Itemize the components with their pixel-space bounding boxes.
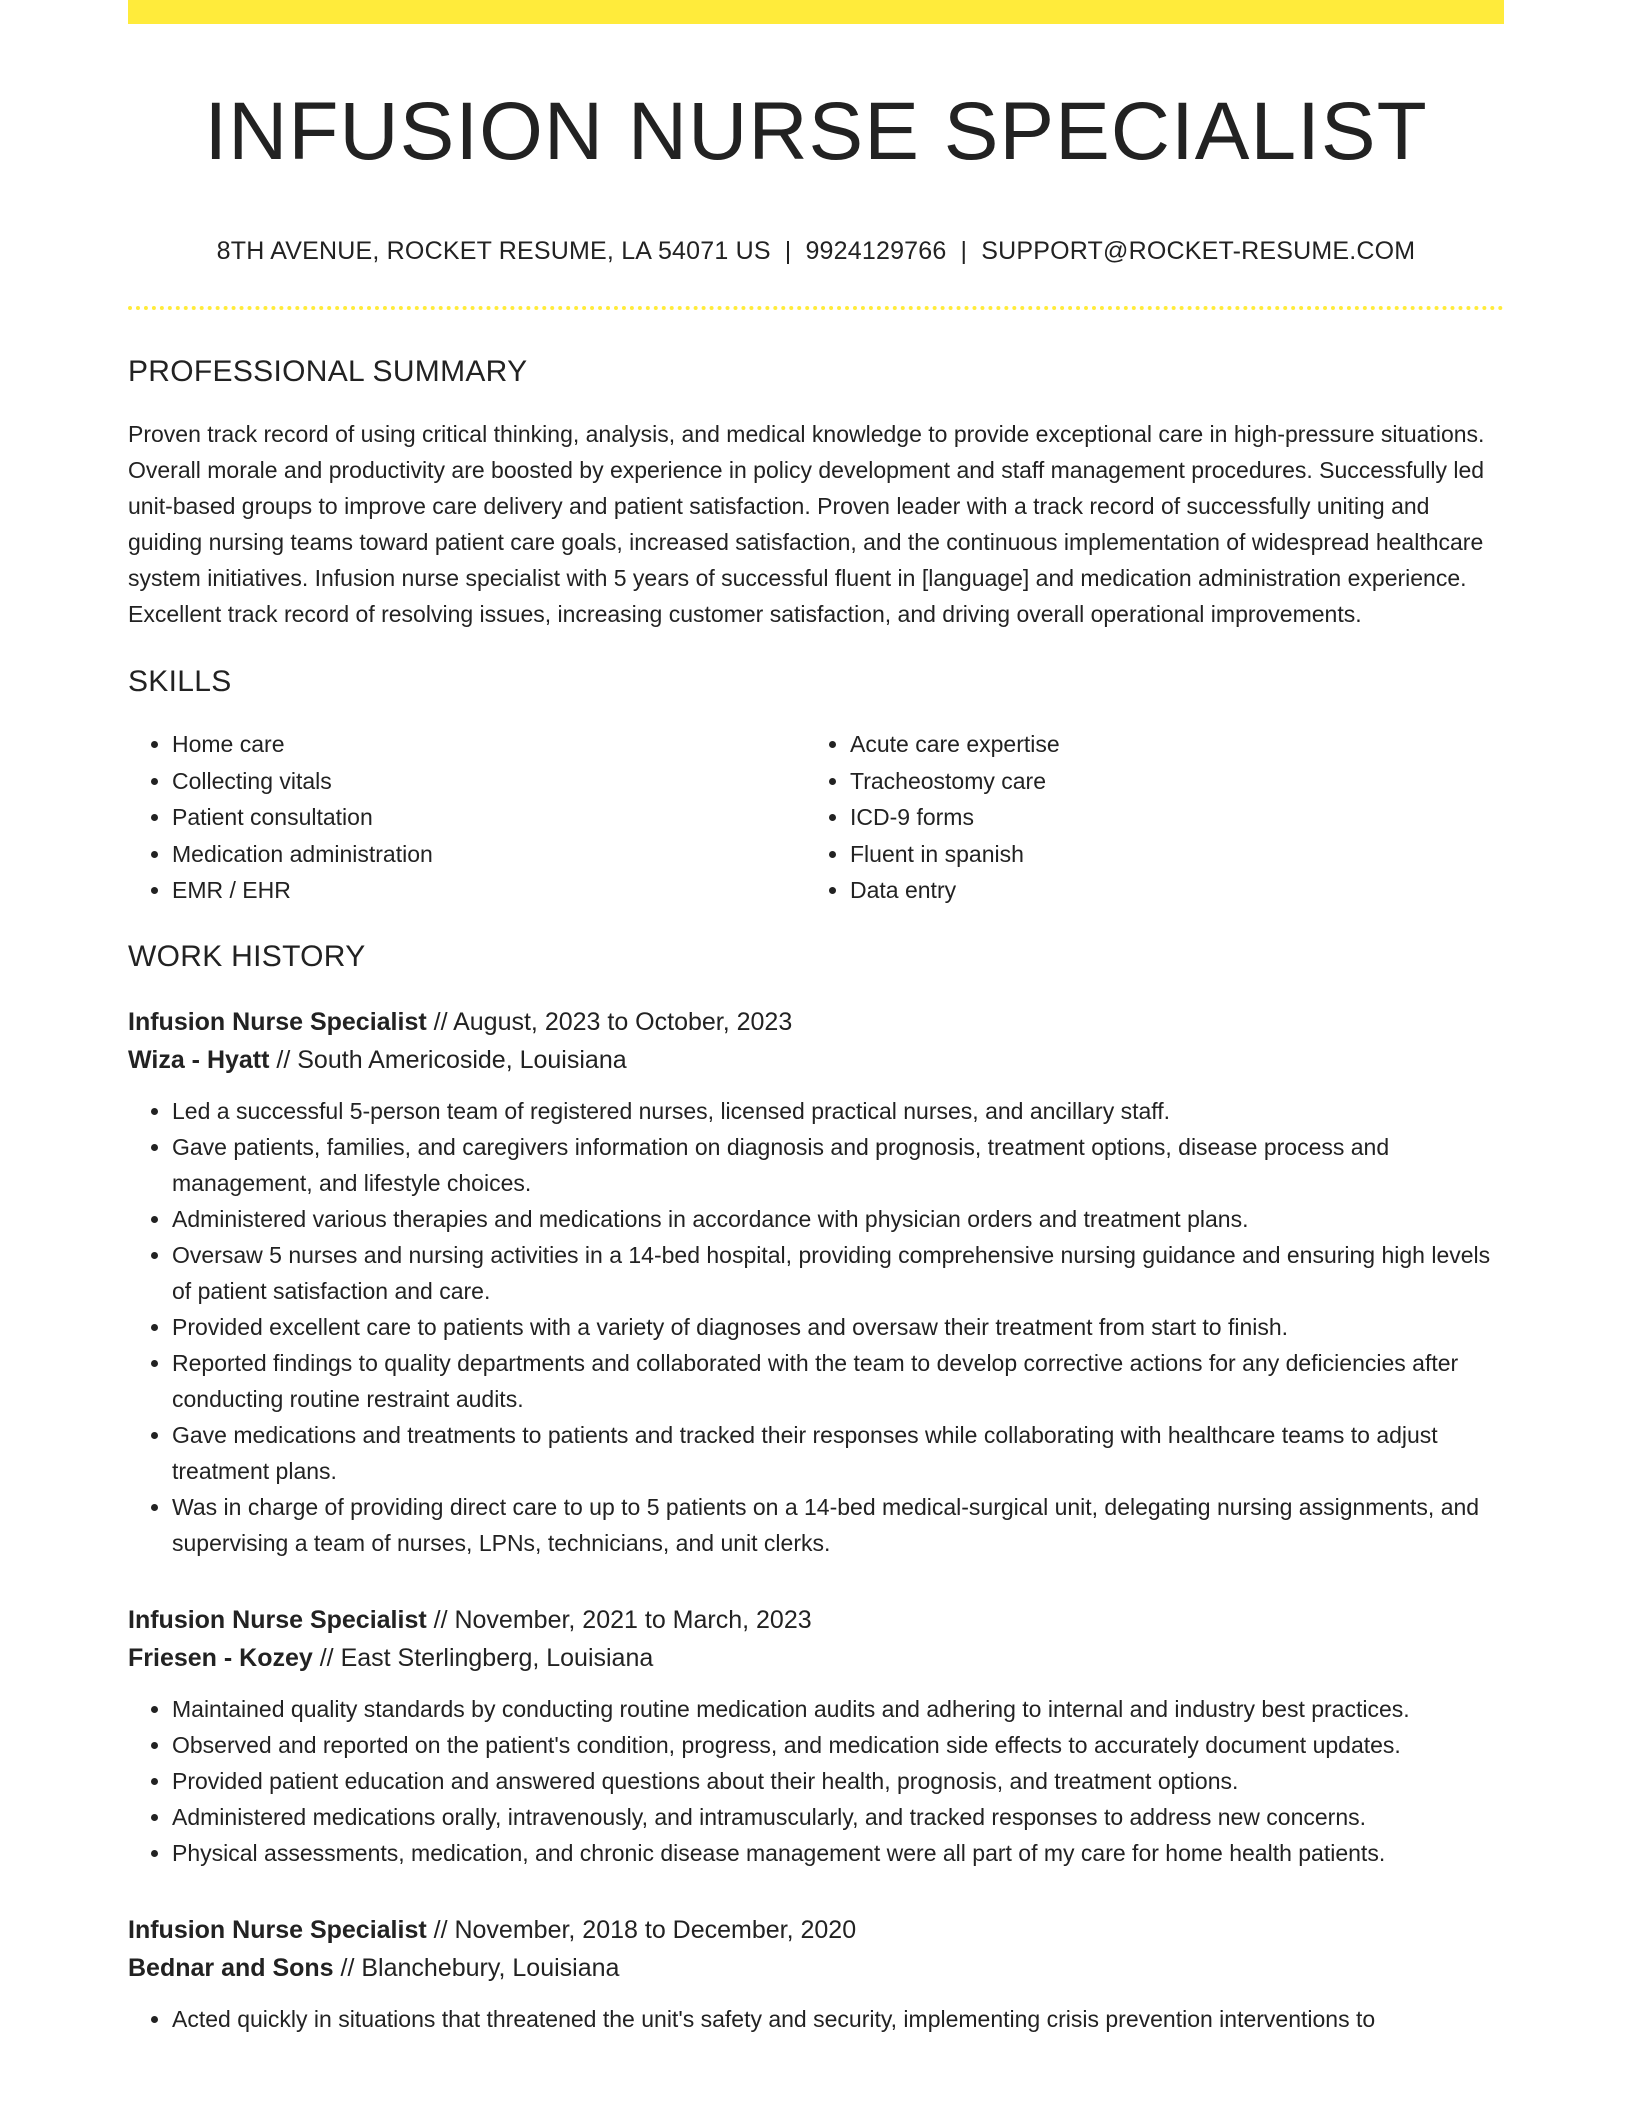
skills-column-left: [128, 726, 806, 909]
job-bullets: [128, 1093, 1504, 1561]
job-title-line: [128, 1601, 1504, 1639]
skill-item: • Data entry: [850, 872, 1484, 909]
contact-separator: |: [784, 237, 792, 265]
job-bullet: • Gave medications and treatments to patients and tracked their responses while collaborating with healthcare teams to adjust treatment plans.: [172, 1417, 1504, 1489]
job-company-line: [128, 1949, 1504, 1987]
skill-item: • Home care: [172, 726, 806, 763]
contact-email: SUPPORT@ROCKET-RESUME.COM: [981, 237, 1416, 265]
contact-phone: 9924129766: [805, 237, 947, 265]
job-entry: [128, 1601, 1504, 1871]
job-location: // South Americoside, Louisiana: [276, 1045, 627, 1074]
candidate-title: INFUSION NURSE SPECIALIST: [204, 86, 1428, 177]
job-bullets: [128, 1691, 1504, 1871]
skills-grid: [128, 726, 1504, 909]
skill-item: • EMR / EHR: [172, 872, 806, 909]
job-bullet: • Provided patient education and answered questions about their health, prognosis, and treatment options.: [172, 1763, 1504, 1799]
contact-line: [128, 236, 1504, 266]
job-entry: [128, 1911, 1504, 2037]
job-location: // Blanchebury, Louisiana: [340, 1953, 620, 1982]
summary-text: Proven track record of using critical thinking, analysis, and medical knowledge to provide exceptional care in high-pressure situations. Overall morale and productivity are boosted by experience in policy development and staff management procedures. Successfully led unit-based groups to improve care delivery and patient satisfaction. Proven leader with a track record of successfully uniting and guiding nursing teams toward patient care goals, increased satisfaction, and the continuous implementation of widespread healthcare system initiatives. Infusion nurse specialist with 5 years of successful fluent in [language] and medication administration experience. Excellent track record of resolving issues, increasing customer satisfaction, and driving overall operational improvements.: [128, 421, 1485, 627]
job-dates: // August, 2023 to October, 2023: [433, 1007, 793, 1036]
job-bullet: • Administered various therapies and medications in accordance with physician orders and treatment plans.: [172, 1201, 1504, 1237]
contact-separator: |: [960, 237, 968, 265]
job-bullets: [128, 2001, 1504, 2037]
job-bullet: • Maintained quality standards by conducting routine medication audits and adhering to internal and industry best practices.: [172, 1691, 1504, 1727]
job-company: Bednar and Sons: [128, 1953, 334, 1982]
job-title-line: [128, 1911, 1504, 1949]
job-company-line: [128, 1639, 1504, 1677]
skills-column-right: [806, 726, 1484, 909]
skill-item: • Acute care expertise: [850, 726, 1484, 763]
skill-item: • Medication administration: [172, 836, 806, 873]
contact-address: 8TH AVENUE, ROCKET RESUME, LA 54071 US: [216, 237, 771, 265]
job-bullet: • Observed and reported on the patient's condition, progress, and medication side effects to accurately document updates.: [172, 1727, 1504, 1763]
job-title: Infusion Nurse Specialist: [128, 1915, 427, 1944]
work-history-heading: WORK HISTORY: [128, 939, 366, 973]
skills-heading: SKILLS: [128, 665, 232, 698]
job-title: Infusion Nurse Specialist: [128, 1007, 427, 1036]
job-bullet: • Oversaw 5 nurses and nursing activities in a 14-bed hospital, providing comprehensive nursing guidance and ensuring high levels of patient satisfaction and care.: [172, 1237, 1504, 1309]
job-title-line: [128, 1003, 1504, 1041]
job-company: Wiza - Hyatt: [128, 1045, 270, 1074]
accent-top-bar: [128, 0, 1504, 24]
summary-heading: PROFESSIONAL SUMMARY: [128, 355, 528, 388]
job-bullet: • Physical assessments, medication, and chronic disease management were all part of my care for home health patients.: [172, 1835, 1504, 1871]
skill-item: • Collecting vitals: [172, 763, 806, 800]
job-dates: // November, 2021 to March, 2023: [433, 1605, 812, 1634]
skill-item: • Patient consultation: [172, 799, 806, 836]
job-company-line: [128, 1041, 1504, 1079]
resume-page: [128, 0, 1504, 2037]
job-bullet: • Provided excellent care to patients with a variety of diagnoses and oversaw their treatment from start to finish.: [172, 1309, 1504, 1345]
skill-item: • Tracheostomy care: [850, 763, 1484, 800]
job-bullet: • Gave patients, families, and caregivers information on diagnosis and prognosis, treatment options, disease process and management, and lifestyle choices.: [172, 1129, 1504, 1201]
skill-item: • ICD-9 forms: [850, 799, 1484, 836]
skill-item: • Fluent in spanish: [850, 836, 1484, 873]
job-title: Infusion Nurse Specialist: [128, 1605, 427, 1634]
job-company: Friesen - Kozey: [128, 1643, 313, 1672]
job-bullet: • Administered medications orally, intravenously, and intramuscularly, and tracked responses to address new concerns.: [172, 1799, 1504, 1835]
job-bullet: • Reported findings to quality departments and collaborated with the team to develop corrective actions for any deficiencies after conducting routine restraint audits.: [172, 1345, 1504, 1417]
job-location: // East Sterlingberg, Louisiana: [319, 1643, 654, 1672]
job-dates: // November, 2018 to December, 2020: [433, 1915, 857, 1944]
job-bullet: • Was in charge of providing direct care to up to 5 patients on a 14-bed medical-surgical unit, delegating nursing assignments, and supervising a team of nurses, LPNs, technicians, and unit clerks.: [172, 1489, 1504, 1561]
job-bullet: • Acted quickly in situations that threatened the unit's safety and security, implementing crisis prevention interventions to: [172, 2001, 1504, 2037]
job-entry: [128, 1003, 1504, 1561]
job-bullet: • Led a successful 5-person team of registered nurses, licensed practical nurses, and ancillary staff.: [172, 1093, 1504, 1129]
dotted-divider: [128, 306, 1504, 310]
